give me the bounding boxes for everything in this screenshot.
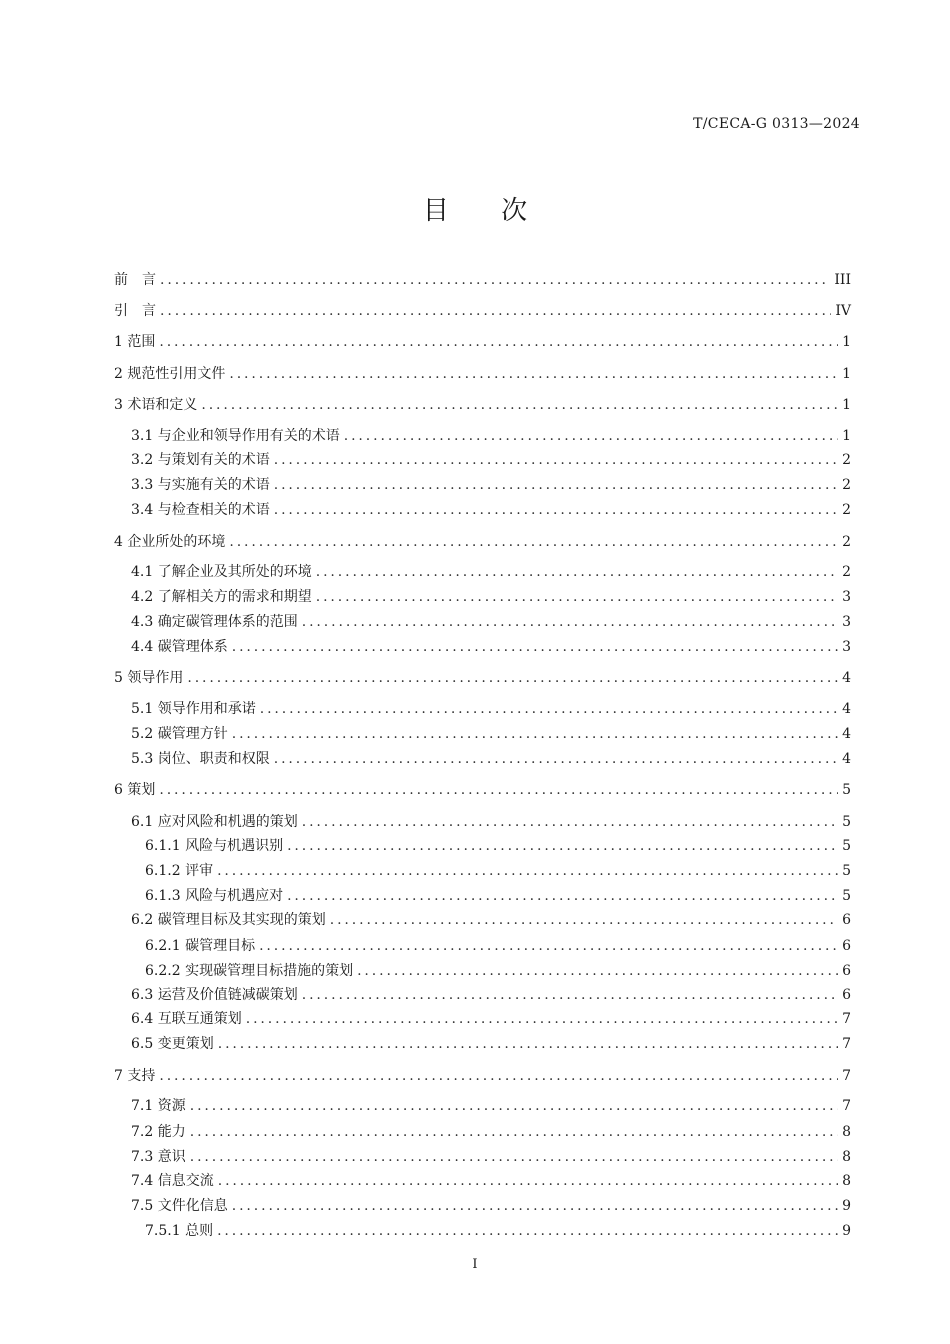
toc-leader-dots	[160, 270, 830, 290]
toc-leader-dots	[330, 910, 838, 930]
toc-entry[interactable]	[114, 961, 851, 981]
toc-entry[interactable]	[114, 637, 851, 657]
toc-entry[interactable]	[114, 910, 851, 930]
toc-entry-label: 4.4 碳管理体系	[131, 639, 228, 655]
toc-entry[interactable]	[114, 475, 851, 495]
toc-entry-label: 5.2 碳管理方针	[131, 726, 228, 742]
toc-entry-page: 5	[842, 814, 851, 830]
toc-entry-label: 3.3 与实施有关的术语	[131, 477, 270, 493]
toc-entry-page: 7	[842, 1011, 851, 1027]
toc-leader-dots	[159, 332, 838, 352]
toc-entry[interactable]	[114, 1196, 851, 1216]
toc-entry-page: 2	[842, 477, 851, 493]
toc-entry-page: 4	[842, 670, 851, 686]
toc-entry-page: 1	[842, 428, 851, 444]
toc-entry-label: 6.1.2 评审	[145, 863, 214, 879]
toc-entry-page: 9	[842, 1223, 851, 1239]
toc-leader-dots	[159, 780, 838, 800]
toc-leader-dots	[201, 395, 838, 415]
toc-entry[interactable]	[114, 1096, 851, 1116]
toc-entry-label: 7.5.1 总则	[145, 1223, 214, 1239]
toc-entry[interactable]	[114, 699, 851, 719]
toc-entry-label: 7.5 文件化信息	[131, 1198, 228, 1214]
toc-leader-dots	[302, 985, 838, 1005]
toc-entry-page: 4	[842, 726, 851, 742]
toc-entry-label: 3.1 与企业和领导作用有关的术语	[131, 428, 340, 444]
toc-entry[interactable]	[114, 861, 851, 881]
toc-entry[interactable]	[114, 668, 851, 688]
toc-leader-dots	[160, 301, 831, 321]
toc-entry-page: 9	[842, 1198, 851, 1214]
toc-entry-label: 3 术语和定义	[114, 397, 198, 413]
toc-entry[interactable]	[114, 270, 851, 290]
toc-entry-label: 5.1 领导作用和承诺	[131, 701, 256, 717]
toc-leader-dots	[229, 532, 838, 552]
toc-leader-dots	[218, 1171, 838, 1191]
toc-entry-page: 8	[842, 1124, 851, 1140]
toc-entry[interactable]	[114, 587, 851, 607]
toc-entry[interactable]	[114, 1147, 851, 1167]
toc-leader-dots	[190, 1122, 838, 1142]
toc-entry-page: 6	[842, 912, 851, 928]
toc-leader-dots	[260, 699, 838, 719]
toc-entry-page: 8	[842, 1173, 851, 1189]
toc-entry-page: 7	[842, 1068, 851, 1084]
toc-entry[interactable]	[114, 724, 851, 744]
toc-entry[interactable]	[114, 886, 851, 906]
toc-entry-label: 7.4 信息交流	[131, 1173, 214, 1189]
toc-entry-label: 4.2 了解相关方的需求和期望	[131, 589, 312, 605]
toc-entry[interactable]	[114, 936, 851, 956]
toc-leader-dots	[232, 637, 838, 657]
toc-entry-page: 8	[842, 1149, 851, 1165]
toc-entry-label: 7.1 资源	[131, 1098, 186, 1114]
toc-entry-page: 5	[842, 838, 851, 854]
toc-entry-label: 6.1.1 风险与机遇识别	[145, 838, 284, 854]
toc-entry-label: 4 企业所处的环境	[114, 534, 226, 550]
toc-entry[interactable]	[114, 1221, 851, 1241]
toc-leader-dots	[232, 724, 838, 744]
toc-entry[interactable]	[114, 395, 851, 415]
toc-entry-label: 6.1 应对风险和机遇的策划	[131, 814, 298, 830]
toc-leader-dots	[187, 668, 838, 688]
toc-entry-label: 6.2.2 实现碳管理目标措施的策划	[145, 963, 354, 979]
toc-entry[interactable]	[114, 780, 851, 800]
toc-entry-page: 2	[842, 502, 851, 518]
toc-entry-label: 6.4 互联互通策划	[131, 1011, 242, 1027]
toc-entry-page: 6	[842, 963, 851, 979]
toc-leader-dots	[190, 1147, 838, 1167]
toc-leader-dots	[274, 749, 838, 769]
toc-entry[interactable]	[114, 364, 851, 384]
toc-entry[interactable]	[114, 836, 851, 856]
toc-leader-dots	[302, 812, 838, 832]
page-number: I	[472, 1257, 478, 1272]
toc-entry[interactable]	[114, 612, 851, 632]
toc-leader-dots	[274, 500, 838, 520]
toc-entry-label: 6 策划	[114, 782, 156, 798]
toc-entry[interactable]	[114, 532, 851, 552]
toc-leader-dots	[274, 475, 838, 495]
toc-entry-page: 3	[842, 589, 851, 605]
toc-entry[interactable]	[114, 1122, 851, 1142]
toc-entry-page: 1	[842, 334, 851, 350]
toc-entry-label: 7.3 意识	[131, 1149, 186, 1165]
toc-entry[interactable]	[114, 301, 851, 321]
toc-entry-label: 1 范围	[114, 334, 156, 350]
toc-entry-page: 7	[842, 1098, 851, 1114]
toc-entry[interactable]	[114, 332, 851, 352]
toc-entry-page: 6	[842, 938, 851, 954]
toc-entry[interactable]	[114, 1034, 851, 1054]
toc-entry-label: 7 支持	[114, 1068, 156, 1084]
toc-leader-dots	[218, 1034, 838, 1054]
toc-leader-dots	[316, 562, 838, 582]
toc-entry-page: 4	[842, 701, 851, 717]
toc-leader-dots	[232, 1196, 838, 1216]
toc-entry-page: 1	[842, 397, 851, 413]
toc-entry-label: 3.4 与检查相关的术语	[131, 502, 270, 518]
toc-entry-page: 2	[842, 452, 851, 468]
toc-entry-label: 6.2 碳管理目标及其实现的策划	[131, 912, 326, 928]
toc-leader-dots	[246, 1009, 838, 1029]
toc-entry-label: 6.3 运营及价值链减碳策划	[131, 987, 298, 1003]
toc-entry-page: 3	[842, 639, 851, 655]
toc-entry-label: 5.3 岗位、职责和权限	[131, 751, 270, 767]
toc-entry[interactable]	[114, 562, 851, 582]
toc-entry-label: 前 言	[114, 272, 156, 288]
toc-entry[interactable]	[114, 985, 851, 1005]
document-code: T/CECA-G 0313—2024	[693, 116, 860, 132]
toc-entry-label: 7.2 能力	[131, 1124, 186, 1140]
toc-entry-label: 6.2.1 碳管理目标	[145, 938, 256, 954]
toc-entry-page: 4	[842, 751, 851, 767]
toc-entry-page: 5	[842, 782, 851, 798]
toc-entry-label: 3.2 与策划有关的术语	[131, 452, 270, 468]
toc-entry[interactable]	[114, 1066, 851, 1086]
toc-entry-page: 1	[842, 366, 851, 382]
toc-entry-page: 6	[842, 987, 851, 1003]
toc-entry-page: IV	[835, 303, 851, 319]
toc-entry-page: 5	[842, 888, 851, 904]
toc-entry-page: 5	[842, 863, 851, 879]
toc-entry-page: 7	[842, 1036, 851, 1052]
toc-leader-dots	[287, 886, 838, 906]
toc-leader-dots	[316, 587, 838, 607]
toc-entry-label: 5 领导作用	[114, 670, 184, 686]
toc-entry-label: 2 规范性引用文件	[114, 366, 226, 382]
toc-entry-label: 6.5 变更策划	[131, 1036, 214, 1052]
toc-entry-page: III	[834, 272, 851, 288]
toc-entry-page: 2	[842, 534, 851, 550]
toc-leader-dots	[302, 612, 838, 632]
toc-leader-dots	[259, 936, 838, 956]
toc-leader-dots	[217, 861, 838, 881]
toc-entry[interactable]	[114, 749, 851, 769]
toc-entry[interactable]	[114, 1171, 851, 1191]
toc-leader-dots	[274, 450, 838, 470]
toc-entry[interactable]	[114, 500, 851, 520]
toc-entry-label: 4.1 了解企业及其所处的环境	[131, 564, 312, 580]
toc-entry-label: 6.1.3 风险与机遇应对	[145, 888, 284, 904]
toc-leader-dots	[344, 426, 838, 446]
toc-entry-label: 引 言	[114, 303, 156, 319]
toc-leader-dots	[357, 961, 838, 981]
toc-entry-label: 4.3 确定碳管理体系的范围	[131, 614, 298, 630]
toc-leader-dots	[287, 836, 838, 856]
toc-leader-dots	[190, 1096, 838, 1116]
toc-entry-page: 3	[842, 614, 851, 630]
toc-leader-dots	[229, 364, 838, 384]
toc-leader-dots	[217, 1221, 838, 1241]
toc-entry[interactable]	[114, 1009, 851, 1029]
page-title: 目 次	[422, 196, 550, 226]
toc-entry[interactable]	[114, 426, 851, 446]
toc-leader-dots	[159, 1066, 838, 1086]
toc-entry[interactable]	[114, 812, 851, 832]
toc-entry-page: 2	[842, 564, 851, 580]
toc-entry[interactable]	[114, 450, 851, 470]
